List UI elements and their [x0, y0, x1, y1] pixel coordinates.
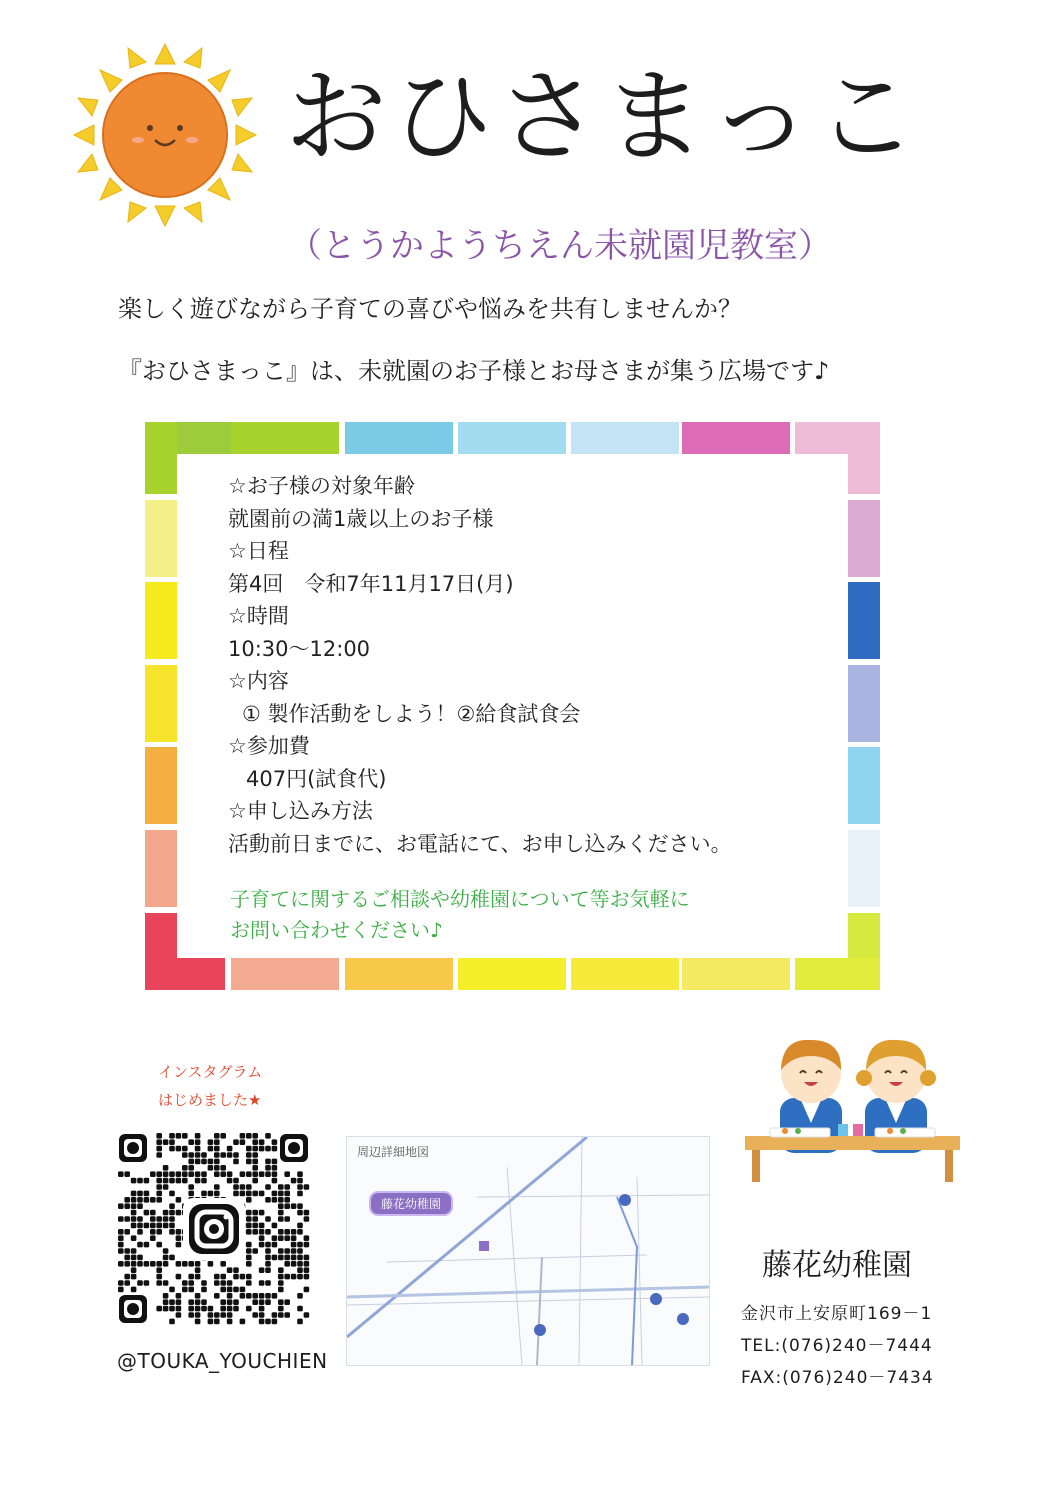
intro-text-1: 楽しく遊びながら子育ての喜びや悩みを共有しませんか？: [118, 295, 742, 323]
instagram-icon: [189, 1204, 239, 1254]
time-value: 10:30～12:00: [228, 636, 371, 661]
school-address: 金沢市上安原町169－1: [741, 1304, 933, 1324]
schedule-heading: ☆日程: [228, 539, 289, 563]
sun-illustration: [70, 40, 260, 230]
contact-note-line-2: お問い合わせください♪: [230, 918, 443, 942]
intro-text-2: 『おひさまっこ』は、未就園のお子様とお母さまが集う広場です♪: [118, 357, 830, 385]
instagram-announcement: [158, 1058, 262, 1114]
area-map: [346, 1136, 710, 1366]
map-school-marker: 藤花幼稚園: [369, 1191, 453, 1216]
school-contact-info: [741, 1298, 934, 1394]
contact-note-line-1: 子育てに関するご相談や幼稚園について等お気軽に: [230, 887, 690, 911]
children-illustration: [740, 1028, 965, 1188]
contact-note: [230, 884, 690, 946]
apply-value: 活動前日までに、お電話にて、お申し込みください。: [228, 831, 732, 856]
page-subtitle: （とうかようちえん未就園児教室）: [288, 226, 832, 266]
age-value: 就園前の満1歳以上のお子様: [228, 506, 494, 531]
instagram-note-line-1: インスタグラム: [158, 1063, 263, 1081]
apply-heading: ☆申し込み方法: [228, 799, 373, 823]
school-tel[interactable]: TEL:(076)240－7444: [741, 1336, 933, 1356]
school-name: 藤花幼稚園: [762, 1248, 912, 1283]
instagram-note-line-2: はじめました★: [158, 1091, 262, 1109]
school-fax: FAX:(076)240－7434: [741, 1368, 934, 1388]
content-value: ① 製作活動をしよう！②給食試食会: [242, 701, 581, 726]
instagram-qr-code[interactable]: [117, 1132, 310, 1325]
schedule-value: 第4回 令和7年11月17日(月): [228, 571, 514, 596]
fee-heading: ☆参加費: [228, 734, 310, 758]
event-details: [228, 470, 732, 860]
page-title: おひさまっこ: [285, 58, 921, 177]
age-heading: ☆お子様の対象年齢: [228, 474, 415, 498]
map-title: 周辺詳細地図: [357, 1145, 430, 1159]
content-heading: ☆内容: [228, 669, 289, 693]
instagram-handle[interactable]: @TOUKA_YOUCHIEN: [117, 1349, 328, 1373]
fee-value: 407円(試食代): [246, 766, 387, 791]
time-heading: ☆時間: [228, 604, 289, 628]
